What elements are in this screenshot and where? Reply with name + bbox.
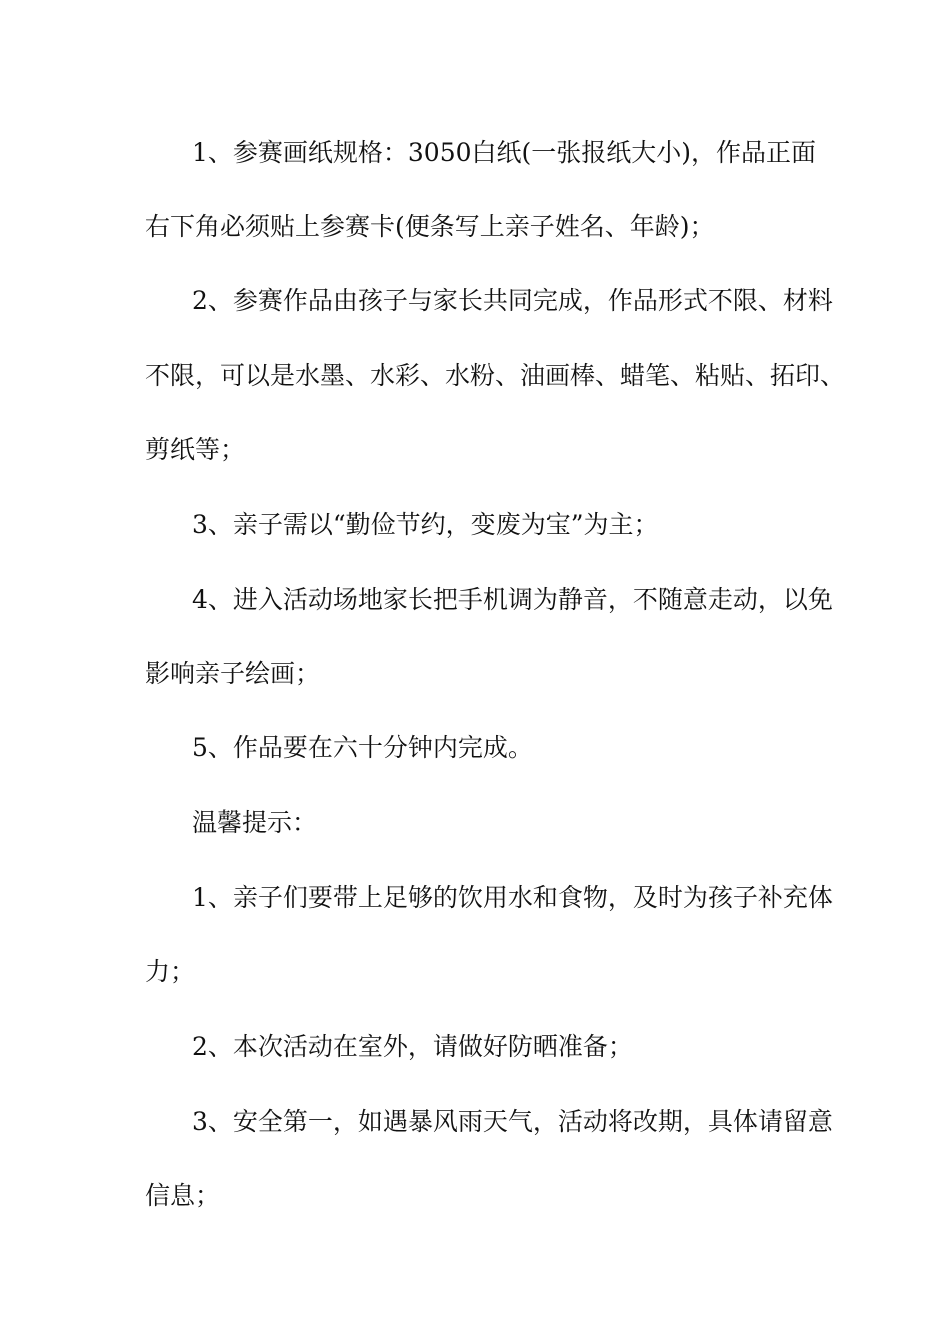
tip-3-line-1: 3、安全第一，如遇暴风雨天气，活动将改期，具体请留意 — [192, 1107, 833, 1136]
rule-2-line-3: 剪纸等； — [145, 435, 246, 464]
rule-4-line-2: 影响亲子绘画； — [145, 659, 321, 688]
rule-1-line-2: 右下角必须贴上参赛卡(便条写上亲子姓名、年龄)； — [145, 212, 715, 241]
tip-2-line-1: 2、本次活动在室外，请做好防晒准备； — [192, 1032, 633, 1061]
tip-1-line-2: 力； — [145, 957, 196, 986]
rule-4-line-1: 4、进入活动场地家长把手机调为静音，不随意走动，以免 — [192, 585, 833, 614]
rule-2-line-1: 2、参赛作品由孩子与家长共同完成，作品形式不限、材料 — [192, 286, 833, 315]
rule-3-line-1: 3、亲子需以“勤俭节约，变废为宝”为主； — [192, 510, 659, 539]
rule-2-line-2: 不限，可以是水墨、水彩、水粉、油画棒、蜡笔、粘贴、拓印、 — [145, 361, 846, 390]
tips-heading: 温馨提示： — [192, 808, 318, 837]
tip-1-line-1: 1、亲子们要带上足够的饮用水和食物，及时为孩子补充体 — [192, 883, 833, 912]
rule-1-line-1: 1、参赛画纸规格：3050白纸(一张报纸大小)，作品正面 — [192, 138, 817, 167]
tip-3-line-2: 信息； — [145, 1181, 221, 1210]
rule-5-line-1: 5、作品要在六十分钟内完成。 — [192, 733, 533, 762]
